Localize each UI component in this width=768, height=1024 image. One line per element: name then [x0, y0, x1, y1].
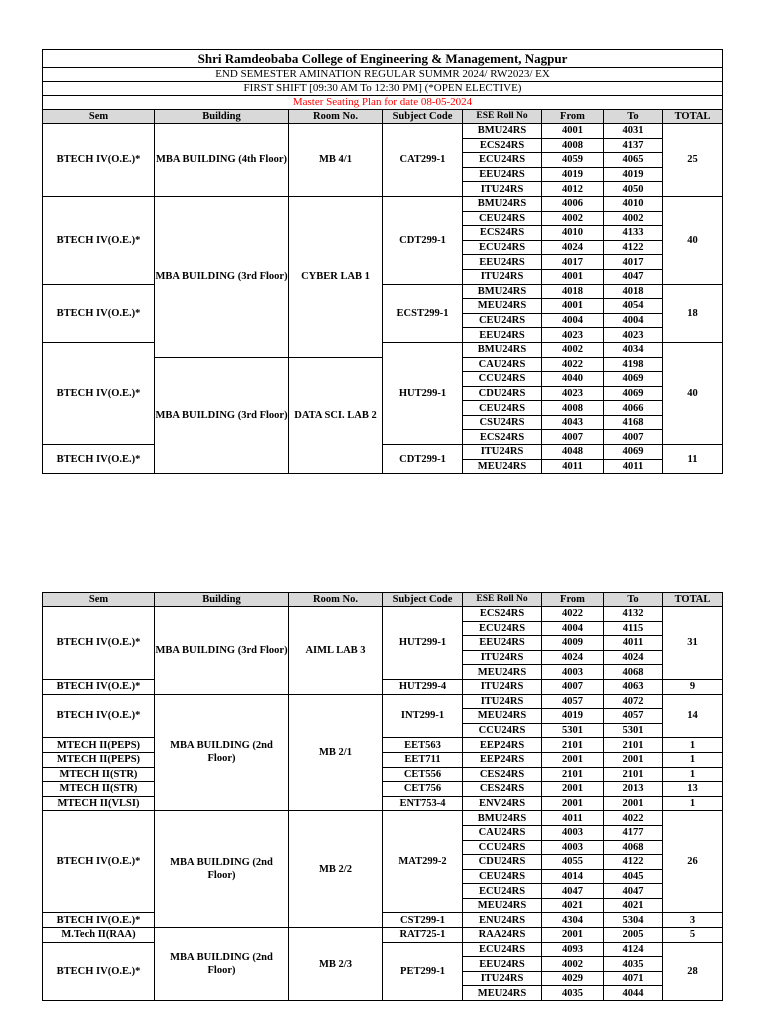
- roll-cell: EEP24RS: [463, 752, 542, 767]
- roll-cell: CDU24RS: [463, 386, 542, 401]
- to-cell: 4047: [604, 884, 663, 899]
- from-cell: 4006: [542, 196, 604, 211]
- roll-cell: BMU24RS: [463, 284, 542, 299]
- subject-code-cell: INT299-1: [383, 694, 463, 738]
- to-cell: 2005: [604, 928, 663, 943]
- total-cell: 31: [663, 607, 723, 680]
- column-header-row: [43, 593, 723, 607]
- building-cell: MBA BUILDING (2nd Floor): [155, 928, 289, 1001]
- roll-cell: ECU24RS: [463, 621, 542, 636]
- sem-cell: BTECH IV(O.E.)*: [43, 284, 155, 342]
- from-cell: 2101: [542, 738, 604, 753]
- roll-cell: MEU24RS: [463, 709, 542, 724]
- roll-cell: EEU24RS: [463, 636, 542, 651]
- roll-cell: CEU24RS: [463, 401, 542, 416]
- roll-cell: CSU24RS: [463, 415, 542, 430]
- col-total: TOTAL: [663, 110, 723, 124]
- roll-cell: MEU24RS: [463, 459, 542, 474]
- from-cell: 4009: [542, 636, 604, 651]
- sem-cell: BTECH IV(O.E.)*: [43, 679, 155, 694]
- sem-cell: BTECH IV(O.E.)*: [43, 196, 155, 284]
- from-cell: 5301: [542, 723, 604, 738]
- total-cell: 11: [663, 445, 723, 474]
- roll-cell: MEU24RS: [463, 665, 542, 680]
- to-cell: 4050: [604, 182, 663, 197]
- roll-cell: EEU24RS: [463, 255, 542, 270]
- roll-cell: EEU24RS: [463, 957, 542, 972]
- from-cell: 4002: [542, 957, 604, 972]
- to-cell: 2013: [604, 782, 663, 797]
- roll-cell: EEU24RS: [463, 167, 542, 182]
- college-title: Shri Ramdeobaba College of Engineering & Management, Nagpur: [43, 50, 723, 68]
- to-cell: 4004: [604, 313, 663, 328]
- to-cell: 4198: [604, 357, 663, 372]
- room-cell: CYBER LAB 1: [289, 196, 383, 357]
- to-cell: 4066: [604, 401, 663, 416]
- sem-cell: MTECH II(STR): [43, 782, 155, 797]
- total-cell: 26: [663, 811, 723, 913]
- total-cell: 18: [663, 284, 723, 342]
- roll-cell: BMU24RS: [463, 811, 542, 826]
- to-cell: 4054: [604, 299, 663, 314]
- from-cell: 2101: [542, 767, 604, 782]
- table-row: [43, 124, 723, 139]
- from-cell: 4002: [542, 342, 604, 357]
- building-cell: MBA BUILDING (2nd Floor): [155, 694, 289, 811]
- from-cell: 4018: [542, 284, 604, 299]
- from-cell: 4011: [542, 459, 604, 474]
- to-cell: 4024: [604, 650, 663, 665]
- column-header-row: [43, 110, 723, 124]
- roll-cell: CEU24RS: [463, 313, 542, 328]
- from-cell: 4035: [542, 986, 604, 1001]
- roll-cell: ECS24RS: [463, 138, 542, 153]
- total-cell: 28: [663, 942, 723, 1000]
- sem-cell: BTECH IV(O.E.)*: [43, 445, 155, 474]
- subject-code-cell: HUT299-4: [383, 679, 463, 694]
- from-cell: 4029: [542, 971, 604, 986]
- col-from: From: [542, 593, 604, 607]
- to-cell: 4047: [604, 269, 663, 284]
- seating-plan-table-2: [42, 592, 723, 1001]
- roll-cell: MEU24RS: [463, 986, 542, 1001]
- seating-plan-table-1: [42, 49, 723, 474]
- subject-code-cell: ECST299-1: [383, 284, 463, 342]
- to-cell: 4022: [604, 811, 663, 826]
- from-cell: 2001: [542, 782, 604, 797]
- table-row: [43, 607, 723, 622]
- to-cell: 4071: [604, 971, 663, 986]
- to-cell: 2001: [604, 752, 663, 767]
- from-cell: 4014: [542, 869, 604, 884]
- subject-code-cell: HUT299-1: [383, 342, 463, 444]
- from-cell: 4003: [542, 840, 604, 855]
- to-cell: 4122: [604, 240, 663, 255]
- table-row: [43, 913, 723, 928]
- building-cell: MBA BUILDING (3rd Floor): [155, 357, 289, 474]
- subject-code-cell: CAT299-1: [383, 124, 463, 197]
- total-cell: 5: [663, 928, 723, 943]
- table-row: [43, 284, 723, 299]
- from-cell: 4017: [542, 255, 604, 270]
- from-cell: 4040: [542, 372, 604, 387]
- roll-cell: ECU24RS: [463, 240, 542, 255]
- exam-title: END SEMESTER AMINATION REGULAR SUMMR 2024/ RW2023/ EX: [43, 68, 723, 82]
- col-building: Building: [155, 110, 289, 124]
- to-cell: 4132: [604, 607, 663, 622]
- roll-cell: ECS24RS: [463, 430, 542, 445]
- to-cell: 4115: [604, 621, 663, 636]
- from-cell: 2001: [542, 752, 604, 767]
- from-cell: 4019: [542, 709, 604, 724]
- table-row: [43, 811, 723, 826]
- roll-cell: ITU24RS: [463, 182, 542, 197]
- roll-cell: CCU24RS: [463, 840, 542, 855]
- col-total: TOTAL: [663, 593, 723, 607]
- sem-cell: M.Tech II(RAA): [43, 928, 155, 943]
- from-cell: 4023: [542, 328, 604, 343]
- subject-code-cell: HUT299-1: [383, 607, 463, 680]
- sem-cell: BTECH IV(O.E.)*: [43, 342, 155, 444]
- roll-cell: CEU24RS: [463, 869, 542, 884]
- roll-cell: ITU24RS: [463, 694, 542, 709]
- to-cell: 2101: [604, 767, 663, 782]
- sem-cell: BTECH IV(O.E.)*: [43, 913, 155, 928]
- to-cell: 4035: [604, 957, 663, 972]
- table-1-body: [43, 124, 723, 474]
- room-cell: AIML LAB 3: [289, 607, 383, 695]
- from-cell: 4008: [542, 401, 604, 416]
- roll-cell: ITU24RS: [463, 679, 542, 694]
- subject-code-cell: ENT753-4: [383, 796, 463, 811]
- to-cell: 2101: [604, 738, 663, 753]
- roll-cell: ENV24RS: [463, 796, 542, 811]
- roll-cell: EEP24RS: [463, 738, 542, 753]
- from-cell: 4012: [542, 182, 604, 197]
- col-subject-code: Subject Code: [383, 593, 463, 607]
- subject-code-cell: CST299-1: [383, 913, 463, 928]
- roll-cell: MEU24RS: [463, 898, 542, 913]
- table-row: [43, 694, 723, 709]
- from-cell: 4001: [542, 269, 604, 284]
- subject-code-cell: PET299-1: [383, 942, 463, 1000]
- to-cell: 4018: [604, 284, 663, 299]
- roll-cell: CCU24RS: [463, 723, 542, 738]
- plan-date-title: Master Seating Plan for date 08-05-2024: [43, 96, 723, 110]
- to-cell: 4057: [604, 709, 663, 724]
- total-cell: 1: [663, 767, 723, 782]
- from-cell: 4004: [542, 313, 604, 328]
- from-cell: 4022: [542, 357, 604, 372]
- from-cell: 4048: [542, 445, 604, 460]
- to-cell: 4137: [604, 138, 663, 153]
- roll-cell: MEU24RS: [463, 299, 542, 314]
- subject-code-cell: RAT725-1: [383, 928, 463, 943]
- to-cell: 4034: [604, 342, 663, 357]
- total-cell: 9: [663, 679, 723, 694]
- to-cell: 5304: [604, 913, 663, 928]
- building-cell: MBA BUILDING (3rd Floor): [155, 196, 289, 357]
- table-row: [43, 738, 723, 753]
- from-cell: 4024: [542, 650, 604, 665]
- col-building: Building: [155, 593, 289, 607]
- sem-cell: MTECH II(PEPS): [43, 752, 155, 767]
- roll-cell: ECS24RS: [463, 226, 542, 241]
- to-cell: 4019: [604, 167, 663, 182]
- table-row: [43, 445, 723, 460]
- sem-cell: MTECH II(PEPS): [43, 738, 155, 753]
- from-cell: 4093: [542, 942, 604, 957]
- roll-cell: ENU24RS: [463, 913, 542, 928]
- room-cell: MB 4/1: [289, 124, 383, 197]
- to-cell: 4044: [604, 986, 663, 1001]
- from-cell: 4001: [542, 299, 604, 314]
- from-cell: 4059: [542, 153, 604, 168]
- roll-cell: ECU24RS: [463, 884, 542, 899]
- to-cell: 4007: [604, 430, 663, 445]
- to-cell: 4069: [604, 445, 663, 460]
- to-cell: 4063: [604, 679, 663, 694]
- to-cell: 4010: [604, 196, 663, 211]
- table-row: [43, 196, 723, 211]
- col-sem: Sem: [43, 593, 155, 607]
- to-cell: 4065: [604, 153, 663, 168]
- roll-cell: ECS24RS: [463, 607, 542, 622]
- roll-cell: ITU24RS: [463, 650, 542, 665]
- to-cell: 4133: [604, 226, 663, 241]
- from-cell: 4057: [542, 694, 604, 709]
- to-cell: 4021: [604, 898, 663, 913]
- roll-cell: ITU24RS: [463, 971, 542, 986]
- table-row: [43, 342, 723, 357]
- total-cell: 1: [663, 796, 723, 811]
- from-cell: 4019: [542, 167, 604, 182]
- shift-title: FIRST SHIFT [09:30 AM To 12:30 PM] (*OPEN ELECTIVE): [43, 82, 723, 96]
- sem-cell: BTECH IV(O.E.)*: [43, 607, 155, 680]
- to-cell: 4011: [604, 459, 663, 474]
- col-from: From: [542, 110, 604, 124]
- roll-cell: CCU24RS: [463, 372, 542, 387]
- building-cell: MBA BUILDING (3rd Floor): [155, 607, 289, 695]
- to-cell: 4045: [604, 869, 663, 884]
- sem-cell: BTECH IV(O.E.)*: [43, 811, 155, 913]
- col-sem: Sem: [43, 110, 155, 124]
- roll-cell: CAU24RS: [463, 825, 542, 840]
- total-cell: 40: [663, 196, 723, 284]
- to-cell: 4069: [604, 372, 663, 387]
- total-cell: 1: [663, 738, 723, 753]
- table-row: [43, 767, 723, 782]
- col-to: To: [604, 110, 663, 124]
- to-cell: 4023: [604, 328, 663, 343]
- to-cell: 4069: [604, 386, 663, 401]
- subject-code-cell: MAT299-2: [383, 811, 463, 913]
- subject-code-cell: CET756: [383, 782, 463, 797]
- table-row: [43, 679, 723, 694]
- total-cell: 1: [663, 752, 723, 767]
- from-cell: 4008: [542, 138, 604, 153]
- from-cell: 4007: [542, 430, 604, 445]
- from-cell: 4021: [542, 898, 604, 913]
- from-cell: 4024: [542, 240, 604, 255]
- table-row: [43, 796, 723, 811]
- total-cell: 40: [663, 342, 723, 444]
- table-row: [43, 928, 723, 943]
- from-cell: 4022: [542, 607, 604, 622]
- col-ese-roll: ESE Roll No: [463, 593, 542, 607]
- sem-cell: BTECH IV(O.E.)*: [43, 694, 155, 738]
- subject-code-cell: CET556: [383, 767, 463, 782]
- subject-code-cell: CDT299-1: [383, 445, 463, 474]
- roll-cell: RAA24RS: [463, 928, 542, 943]
- roll-cell: ECU24RS: [463, 153, 542, 168]
- from-cell: 4043: [542, 415, 604, 430]
- to-cell: 4072: [604, 694, 663, 709]
- to-cell: 2001: [604, 796, 663, 811]
- from-cell: 4007: [542, 679, 604, 694]
- from-cell: 4047: [542, 884, 604, 899]
- from-cell: 4055: [542, 855, 604, 870]
- to-cell: 4017: [604, 255, 663, 270]
- from-cell: 4304: [542, 913, 604, 928]
- to-cell: 4124: [604, 942, 663, 957]
- total-cell: 25: [663, 124, 723, 197]
- to-cell: 4168: [604, 415, 663, 430]
- table-row: [43, 782, 723, 797]
- roll-cell: CES24RS: [463, 767, 542, 782]
- to-cell: 4122: [604, 855, 663, 870]
- total-cell: 14: [663, 694, 723, 738]
- roll-cell: CDU24RS: [463, 855, 542, 870]
- total-cell: 3: [663, 913, 723, 928]
- roll-cell: ITU24RS: [463, 269, 542, 284]
- from-cell: 4003: [542, 825, 604, 840]
- building-cell: MBA BUILDING (4th Floor): [155, 124, 289, 197]
- table-2-body: [43, 607, 723, 1001]
- to-cell: 4031: [604, 124, 663, 139]
- room-cell: MB 2/3: [289, 928, 383, 1001]
- to-cell: 4068: [604, 840, 663, 855]
- from-cell: 4003: [542, 665, 604, 680]
- building-cell: MBA BUILDING (2nd Floor): [155, 811, 289, 928]
- roll-cell: BMU24RS: [463, 196, 542, 211]
- sem-cell: MTECH II(VLSI): [43, 796, 155, 811]
- from-cell: 4010: [542, 226, 604, 241]
- to-cell: 5301: [604, 723, 663, 738]
- room-cell: MB 2/2: [289, 811, 383, 928]
- subject-code-cell: EET563: [383, 738, 463, 753]
- roll-cell: CES24RS: [463, 782, 542, 797]
- sem-cell: BTECH IV(O.E.)*: [43, 124, 155, 197]
- table-row: [43, 752, 723, 767]
- roll-cell: CEU24RS: [463, 211, 542, 226]
- sem-cell: MTECH II(STR): [43, 767, 155, 782]
- to-cell: 4011: [604, 636, 663, 651]
- from-cell: 2001: [542, 928, 604, 943]
- col-subject-code: Subject Code: [383, 110, 463, 124]
- to-cell: 4177: [604, 825, 663, 840]
- room-cell: MB 2/1: [289, 694, 383, 811]
- col-room: Room No.: [289, 593, 383, 607]
- from-cell: 4023: [542, 386, 604, 401]
- roll-cell: ECU24RS: [463, 942, 542, 957]
- subject-code-cell: EET711: [383, 752, 463, 767]
- roll-cell: ITU24RS: [463, 445, 542, 460]
- total-cell: 13: [663, 782, 723, 797]
- roll-cell: CAU24RS: [463, 357, 542, 372]
- from-cell: 4004: [542, 621, 604, 636]
- col-ese-roll: ESE Roll No: [463, 110, 542, 124]
- from-cell: 4001: [542, 124, 604, 139]
- from-cell: 2001: [542, 796, 604, 811]
- col-to: To: [604, 593, 663, 607]
- table-row: [43, 942, 723, 957]
- roll-cell: BMU24RS: [463, 124, 542, 139]
- to-cell: 4002: [604, 211, 663, 226]
- sem-cell: BTECH IV(O.E.)*: [43, 942, 155, 1000]
- roll-cell: EEU24RS: [463, 328, 542, 343]
- col-room: Room No.: [289, 110, 383, 124]
- from-cell: 4002: [542, 211, 604, 226]
- to-cell: 4068: [604, 665, 663, 680]
- subject-code-cell: CDT299-1: [383, 196, 463, 284]
- roll-cell: BMU24RS: [463, 342, 542, 357]
- from-cell: 4011: [542, 811, 604, 826]
- room-cell: DATA SCI. LAB 2: [289, 357, 383, 474]
